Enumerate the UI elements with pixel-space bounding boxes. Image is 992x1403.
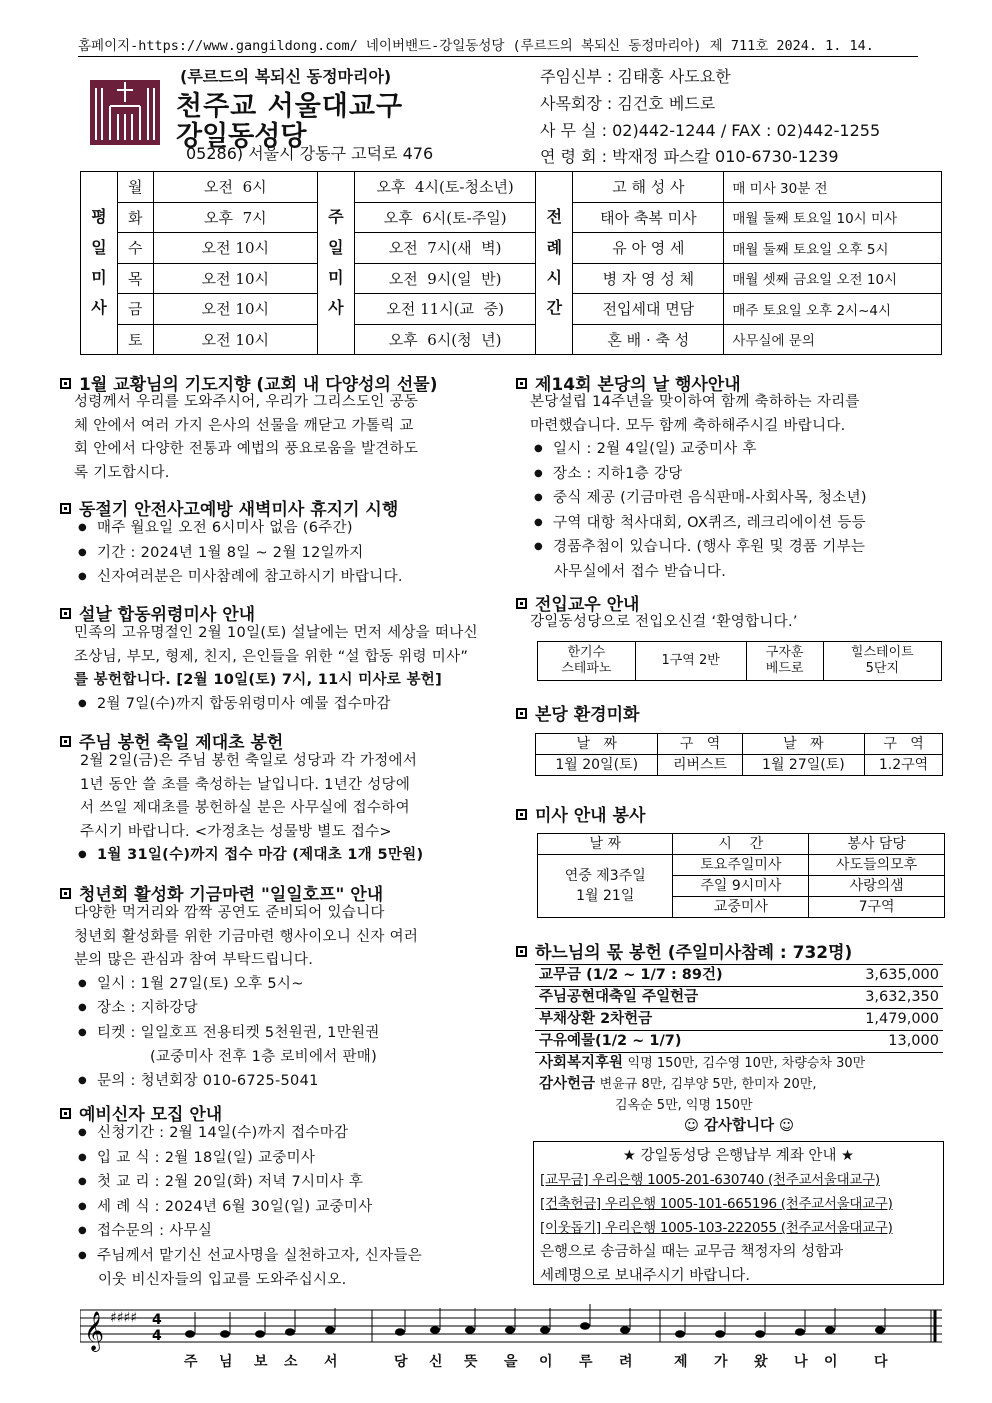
weekday-time: 오전 6시 xyxy=(153,172,317,203)
section-title-parish-day: 제14회 본당의 날 행사안내 xyxy=(516,370,741,395)
weekday-day: 월 xyxy=(117,172,153,203)
note-head xyxy=(825,1326,835,1334)
section-title-mass-service: 미사 안내 봉사 xyxy=(516,801,645,826)
note-head xyxy=(675,1330,685,1338)
lyric-syllable: 신 xyxy=(429,1354,443,1370)
lyric-syllable: 주 xyxy=(184,1354,198,1370)
weekday-time: 오전 10시 xyxy=(153,263,317,294)
section-title-youth-hof: 청년회 활성화 기금마련 "일일호프" 안내 xyxy=(60,880,383,905)
liturgy-note: 매 미사 30분 전 xyxy=(724,172,942,203)
mass-service-table: 날 짜 시 간 봉사 담당 연중 제3주일 1월 21일 토요주일미사 사도들의모후 주일 9시미사 사랑의샘 교중미사 7구역 xyxy=(537,833,945,918)
sunday-time: 오전 9시(일 반) xyxy=(354,263,536,294)
weekday-day: 화 xyxy=(117,202,153,233)
new-parishioners-text: 강일동성당으로 전입오신걸 ‘환영합니다.’ xyxy=(530,614,798,630)
liturgy-name: 전입세대 면담 xyxy=(573,294,724,325)
liturgy-note: 매월 셋째 금요일 오전 10시 xyxy=(724,263,942,294)
weekday-day: 수 xyxy=(117,233,153,264)
weekday-day: 목 xyxy=(117,263,153,294)
sunday-time: 오후 6시(토-주일) xyxy=(354,202,536,233)
note-head xyxy=(540,1326,550,1334)
liturgy-name: 고 해 성 사 xyxy=(573,172,724,203)
section-title-lunar-memorial: 설날 합동위령미사 안내 xyxy=(60,600,255,625)
section-title-new-parishioners: 전입교우 안내 xyxy=(516,590,639,615)
note-head xyxy=(220,1330,230,1338)
parish-day-text: 본당설립 14주년을 맞이하여 함께 축하하는 자리를 마련했습니다. 모두 함께 축하해주시길 바랍니다. ● 일시 : 2월 4일(일) 교중미사 후 ● 장소 : 지하1층 강당 ● 중식 제공 (기금마련 음식판매-사회사목, 청소년) ● 구역 대항 척사대회, OX퀴즈, 레크리에이션 등등 ● 경품추첨이 있습니다. (행사 후원 및 경품 기부는 사무실에서 접수 받습니다. xyxy=(530,391,950,584)
weekday-time: 오후 7시 xyxy=(153,202,317,233)
header-address: 05286) 서울시 강동구 고덕로 476 xyxy=(186,144,434,163)
council-info: 사목회장 : 김건호 베드로 xyxy=(540,94,716,113)
note-head xyxy=(755,1330,765,1338)
lyric-syllable: 이 xyxy=(824,1354,838,1370)
sunday-time: 오후 6시(청 년) xyxy=(354,324,536,355)
mass-schedule-table xyxy=(80,171,942,355)
section-title-pope-intention: 1월 교황님의 기도지향 (교회 내 다양성의 선물) xyxy=(60,370,437,395)
lyric-syllable: 려 xyxy=(619,1354,633,1370)
note-head xyxy=(325,1326,335,1334)
svg-text:𝄞: 𝄞 xyxy=(84,1311,105,1351)
liturgy-name: 유 아 영 세 xyxy=(573,233,724,264)
candle-offering-text: 2월 2일(금)은 주님 봉헌 축일로 성당과 각 가정에서 1년 동안 쓸 초를 축성하는 날입니다. 1년간 성당에 서 쓰일 제대초를 봉헌하실 분은 사무실에 접수하여 주시기 바랍니다. <가정초는 성물방 별도 접수> ● 1월 31일(수)까지 접수 마감 (제대초 1개 5만원) xyxy=(80,750,500,869)
note-head xyxy=(185,1330,195,1338)
parish-logo xyxy=(90,80,160,145)
note-head xyxy=(285,1328,295,1336)
lyric-syllable: 왔 xyxy=(754,1354,768,1370)
lyric-syllable: 님 xyxy=(219,1354,233,1370)
weekday-day: 금 xyxy=(117,294,153,325)
lyric-syllable: 서 xyxy=(324,1354,338,1370)
lunar-memorial-text: 민족의 고유명절인 2월 10일(토) 설날에는 먼저 세상을 떠나신 조상님, 부모, 형제, 친지, 은인들을 위한 “설 합동 위령 미사” 를 봉헌합니다. [2월 10일(토) 7시, 11시 미사로 봉헌] ● 2월 7일(수)까지 합동위령미사 예물 접수마감 xyxy=(74,622,504,717)
liturgy-note: 매주 토요일 오후 2시~4시 xyxy=(724,294,942,325)
liturgy-time-label: 전 례 시 간 xyxy=(536,172,573,355)
pope-intention-text: 성령께서 우리를 도와주시어, 우리가 그리스도인 공동 체 안에서 여러 가지 은사의 선물을 깨닫고 가톨릭 교 회 안에서 다양한 전통과 예법의 풍요로움을 발견하도 록 기도합시다. xyxy=(74,394,419,481)
lyric-syllable: 이 xyxy=(539,1354,553,1370)
header-subtitle: (루르드의 복되신 동정마리아) xyxy=(180,67,392,86)
pastor-info: 주임신부 : 김태홍 사도요한 xyxy=(540,67,731,86)
liturgy-note: 사무실에 문의 xyxy=(724,324,942,355)
section-title-dawn-mass: 동절기 안전사고예방 새벽미사 휴지기 시행 xyxy=(60,495,398,520)
note-head xyxy=(465,1326,475,1334)
liturgy-note: 매월 둘째 토요일 오후 5시 xyxy=(724,233,942,264)
svg-text:4: 4 xyxy=(152,1312,162,1328)
note-head xyxy=(875,1326,885,1334)
lyric-syllable: 소 xyxy=(284,1354,298,1370)
weekday-time: 오전 10시 xyxy=(153,324,317,355)
lyric-syllable: 보 xyxy=(254,1354,268,1370)
youth-hof-text: 다양한 먹거리와 깜짝 공연도 준비되어 있습니다 청년회 활성화를 위한 기금마련 행사이오니 신자 여러 분의 많은 관심과 참여 부탁드립니다. ● 일시 : 1월 27일(토) 오후 5시~ ● 장소 : 지하강당 ● 티켓 : 일일호프 전용티켓 5천원권, 1만원권 (교중미사 전후 1층 로비에서 판매) ● 문의 : 청년회장 010-6725-5041 xyxy=(74,902,504,1094)
note-head xyxy=(430,1326,440,1334)
header-title-parish: 강일동성당 xyxy=(176,121,307,152)
weekday-mass-label: 평 일 미 사 xyxy=(81,172,118,355)
sunday-time: 오후 4시(토-청소년) xyxy=(354,172,536,203)
cleaning-table: 날 짜 구 역 날 짜 구 역 1월 20일(토) 리버스트 1월 27일(토) 1.2구역 xyxy=(535,733,943,776)
top-info-line: 홈페이지-https://www.gangildong.com/ 네이버밴드-강일동성당 (루르드의 복되신 동정마리아) 제 711호 2024. 1. 14. xyxy=(78,34,918,57)
note-head xyxy=(795,1328,805,1336)
lyric-syllable: 뜻 xyxy=(464,1354,478,1370)
note-head xyxy=(505,1326,515,1334)
lyric-syllable: 제 xyxy=(674,1354,688,1370)
catechumen-list: ● 신청기간 : 2월 14일(수)까지 접수마감 ● 입 교 식 : 2월 18일(일) 교중미사 ● 첫 교 리 : 2월 20일(화) 저녁 7시미사 후 ● 세 례 식 : 2024년 6월 30일(일) 교중미사 ● 접수문의 : 사무실 ● 주님께서 맡기신 선교사명을 실천하고자, 신자들은 이웃 비신자들의 입교를 도와주십시오. xyxy=(78,1122,422,1293)
weekday-day: 토 xyxy=(117,324,153,355)
section-title-catechumen: 예비신자 모집 안내 xyxy=(60,1100,222,1125)
svg-text:4: 4 xyxy=(152,1328,162,1344)
new-parishioners-table: 한기수 스테파노 1구역 2반 구자훈 베드로 힐스테이트 5단지 xyxy=(537,641,942,681)
note-head xyxy=(255,1330,265,1338)
liturgy-name: 혼 배 · 축 성 xyxy=(573,324,724,355)
weekday-time: 오전 10시 xyxy=(153,294,317,325)
note-head xyxy=(715,1330,725,1338)
section-title-candle-offering: 주님 봉헌 축일 제대초 봉헌 xyxy=(60,728,283,753)
liturgy-note: 매월 둘째 토요일 10시 미사 xyxy=(724,202,942,233)
note-head xyxy=(580,1322,590,1330)
lyric-syllable: 을 xyxy=(504,1354,518,1370)
liturgy-name: 병 자 영 성 체 xyxy=(573,263,724,294)
bank-account-box: ★ 강일동성당 은행납부 계좌 안내 ★ [교무금] 우리은행 1005-201-630740 (천주교서울대교구) [건축헌금] 우리은행 1005-101-665196 (천주교서울대교구) [이웃돕기] 우리은행 1005-103-222055 (천주교서울대교구) 은행으로 송금하실 때는 교무금 책정자의 성함과 세례명으로 보내주시기 바랍니다. xyxy=(533,1141,944,1285)
sunday-time: 오전 7시(새 벽) xyxy=(354,233,536,264)
section-title-cleaning: 본당 환경미화 xyxy=(516,700,639,725)
sunday-mass-label: 주 일 미 사 xyxy=(317,172,354,355)
office-info: 사 무 실 : 02)442-1244 / FAX : 02)442-1255 xyxy=(540,121,881,140)
svg-text:♯♯♯♯: ♯♯♯♯ xyxy=(110,1310,138,1326)
offering-list: 교무금 (1/2 ~ 1/7 : 89건) 3,635,000 주님공현대축일 주일헌금 3,632,350 부채상환 2차헌금 1,479,000 구유예물(1/2 ~ 1/7) 13,000 사회복지후원 익명 150만, 김수영 10만, 차량승차 30만 감사헌금 변윤규 8만, 김부양 5만, 한미자 20만, 김옥순 5만, 익명 150만 ☺ 감사합니다 ☺ xyxy=(535,964,943,1137)
note-head xyxy=(620,1326,630,1334)
lyric-syllable: 나 xyxy=(794,1354,808,1370)
header-title-diocese: 천주교 서울대교구 xyxy=(176,91,404,122)
note-head xyxy=(395,1328,405,1336)
sunday-time: 오전 11시(교 중) xyxy=(354,294,536,325)
liturgy-name: 태아 축복 미사 xyxy=(573,202,724,233)
lyric-syllable: 루 xyxy=(579,1354,593,1370)
lyric-syllable: 당 xyxy=(394,1354,408,1370)
lyric-syllable: 다 xyxy=(874,1354,888,1370)
funeral-info: 연 령 회 : 박재정 파스칼 010-6730-1239 xyxy=(540,147,839,166)
weekday-time: 오전 10시 xyxy=(153,233,317,264)
dawn-mass-list: ● 매주 월요일 오전 6시미사 없음 (6주간) ● 기간 : 2024년 1월 8일 ~ 2월 12일까지 ● 신자여러분은 미사참례에 참고하시기 바랍니다. xyxy=(78,517,403,591)
lyric-syllable: 가 xyxy=(714,1354,728,1370)
section-title-offering: 하느님의 몫 봉헌 (주일미사참례 : 732명) xyxy=(516,938,852,963)
